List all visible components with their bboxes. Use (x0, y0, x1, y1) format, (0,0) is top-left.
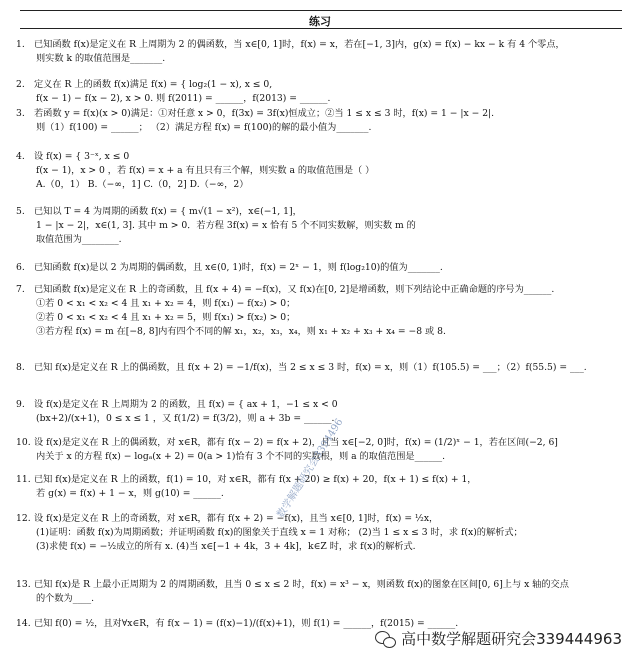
question-text: 若 g(x) = f(x) + 1 − x，则 g(10) = ______. (36, 488, 224, 499)
question-line (16, 107, 624, 121)
question-text: 则（1）f(100) = ______； （2）满足方程 f(x) = f(100)的解的最小值为_______. (36, 122, 372, 133)
footer-watermark (375, 628, 622, 649)
question-text: 已知以 T = 4 为周期的函数 f(x) = { m√(1 − x²)，x∈(−1, 1]， (34, 206, 302, 217)
question-text: 取值范围为________. (36, 234, 122, 245)
question-text: 已知函数 f(x)是定义在 R 上周期为 2 的偶函数，当 x∈[0, 1]时，f(x) = x，若在[−1, 3]内，g(x) = f(x) − kx − k 有 4 个零点， (34, 39, 565, 50)
question-line (16, 487, 624, 501)
question-line (16, 473, 624, 487)
question-line (16, 52, 624, 66)
question-3 (16, 107, 624, 135)
question-13 (16, 578, 624, 606)
question-line (16, 178, 624, 192)
footer-watermark-text: 高中数学解题研究会339444963 (401, 630, 622, 648)
question-text: ③若方程 f(x) = m 在[−8, 8]内有四个不同的解 x₁，x₂，x₃，x₄，则 x₁ + x₂ + x₃ + x₄ = −8 或 8. (36, 326, 446, 337)
question-number: 10. (16, 437, 31, 448)
question-line (16, 398, 624, 412)
question-1 (16, 38, 624, 66)
question-text: 的个数为____. (36, 593, 95, 604)
question-6 (16, 261, 624, 275)
question-text: A.（0，1） B.（−∞，1] C.（0，2] D.（−∞，2） (36, 179, 249, 190)
question-number: 12. (16, 513, 31, 524)
question-number: 3. (16, 108, 25, 119)
question-text: 已知 f(0) = ½，且对∀x∈R，有 f(x − 1) = (f(x)−1)/(f(x)+1)，则 f(1) = ______，f(2015) = ______. (34, 618, 459, 629)
question-number: 14. (16, 618, 31, 629)
question-number: 6. (16, 262, 25, 273)
question-text: (3)求使 f(x) = −½成立的所有 x. (4)当 x∈[−1 + 4k，3 + 4k]，k∈Z 时，求 f(x)的解析式. (36, 541, 416, 552)
question-line (16, 150, 624, 164)
question-line (16, 219, 624, 233)
question-text: 设 f(x)是定义在 R 上的奇函数，对 x∈R，都有 f(x + 2) = −f(x)，且当 x∈[0, 1]时，f(x) = ½x， (34, 513, 439, 524)
question-text: (bx+2)/(x+1)，0 ≤ x ≤ 1 ，又 f(1/2) = f(3/2)，则 a + 3b = ______. (36, 413, 335, 424)
question-line (16, 233, 624, 247)
question-line (16, 92, 624, 106)
question-text: 1 − |x − 2|，x∈(1, 3]. 其中 m > 0．若方程 3f(x) = x 恰有 5 个不同实数解，则实数 m 的 (36, 220, 416, 231)
diagonal-watermark: 数学解题研究会3394496 (275, 416, 346, 520)
question-line (16, 412, 624, 426)
question-8 (16, 361, 624, 375)
question-text: f(x − 1) − f(x − 2), x > 0. 则 f(2011) = ______，f(2013) = ______. (36, 93, 331, 104)
question-line (16, 526, 624, 540)
question-4 (16, 150, 624, 192)
top-rule (20, 10, 622, 11)
question-text: 若函数 y = f(x)(x > 0)满足：①对任意 x > 0，f(3x) = 3f(x)恒成立；②当 1 ≤ x ≤ 3 时，f(x) = 1 − |x − 2|. (34, 108, 495, 119)
question-line (16, 512, 624, 526)
question-text: 设 f(x) = { 3⁻ˣ, x ≤ 0 (34, 151, 130, 162)
question-number: 2. (16, 79, 25, 90)
question-number: 11. (16, 474, 31, 485)
question-text: 已知函数 f(x)是定义在 R 上的奇函数，且 f(x + 4) = −f(x)，又 f(x)在[0, 2]是增函数，则下列结论中正确命题的序号为______. (34, 284, 555, 295)
question-text: ②若 0 < x₁ < x₂ < 4 且 x₁ + x₂ = 5，则 f(x₁) > f(x₂) > 0； (36, 312, 296, 323)
question-number: 5. (16, 206, 25, 217)
question-line (16, 261, 624, 275)
question-line (16, 592, 624, 606)
question-number: 8. (16, 362, 25, 373)
question-5 (16, 205, 624, 247)
wechat-icon (375, 630, 397, 648)
question-line (16, 205, 624, 219)
question-7 (16, 283, 624, 339)
question-line (16, 78, 624, 92)
question-line (16, 121, 624, 135)
question-number: 13. (16, 579, 31, 590)
question-text: 已知 f(x)是定义在 R 上的函数，f(1) = 10，对 x∈R，都有 f(x + 20) ≥ f(x) + 20，f(x + 1) ≤ f(x) + 1， (34, 474, 477, 485)
question-text: 设 f(x)是定义在 R 上周期为 2 的函数，且 f(x) = { ax + 1，−1 ≤ x < 0 (34, 399, 338, 410)
question-number: 1. (16, 39, 25, 50)
question-text: 设 f(x)是定义在 R 上的偶函数，对 x∈R，都有 f(x − 2) = f(x + 2)，且当 x∈[−2, 0]时，f(x) = (1/2)ˣ − 1，若在区间(−2, 6] (34, 437, 558, 448)
question-line (16, 297, 624, 311)
question-number: 9. (16, 399, 25, 410)
question-9 (16, 398, 624, 426)
question-12 (16, 512, 624, 554)
question-text: 已知函数 f(x)是以 2 为周期的偶函数，且 x∈(0, 1)时，f(x) = 2ˣ − 1，则 f(log₂10)的值为_______. (34, 262, 443, 273)
question-line (16, 540, 624, 554)
question-text: 已知 f(x)是定义在 R 上的偶函数，且 f(x + 2) = −1/f(x)，当 2 ≤ x ≤ 3 时，f(x) = x，则（1）f(105.5) = ___；（2）f(55.5) = ___. (34, 362, 587, 373)
question-number: 4. (16, 151, 25, 162)
question-line (16, 361, 624, 375)
question-line (16, 325, 624, 339)
question-line (16, 578, 624, 592)
question-text: 内关于 x 的方程 f(x) − logₐ(x + 2) = 0(a > 1)恰有 3 个不同的实数根，则 a 的取值范围是______. (36, 451, 446, 462)
page-title: 练习 (309, 15, 331, 28)
title-rule (20, 28, 622, 29)
question-text: f(x − 1)，x > 0 ，若 f(x) = x + a 有且只有三个解，则实数 a 的取值范围是（ ） (36, 165, 375, 176)
question-2 (16, 78, 624, 106)
question-text: 定义在 R 上的函数 f(x)满足 f(x) = { log₂(1 − x), x ≤ 0, (34, 79, 273, 90)
question-11 (16, 473, 624, 501)
question-line (16, 38, 624, 52)
question-text: (1)证明：函数 f(x)为周期函数；并证明函数 f(x)的图象关于直线 x = 1 对称； (2)当 1 ≤ x ≤ 3 时，求 f(x)的解析式； (36, 527, 523, 538)
question-text: 已知 f(x)是 R 上最小正周期为 2 的周期函数，且当 0 ≤ x ≤ 2 时，f(x) = x³ − x，则函数 f(x)的图象在区间[0, 6]上与 x 轴的交点 (34, 579, 569, 590)
question-text: 则实数 k 的取值范围是_______. (36, 53, 166, 64)
question-line (16, 164, 624, 178)
question-line (16, 311, 624, 325)
question-number: 7. (16, 284, 25, 295)
question-line (16, 283, 624, 297)
question-text: ①若 0 < x₁ < x₂ < 4 且 x₁ + x₂ = 4，则 f(x₁) − f(x₂) > 0； (36, 298, 296, 309)
